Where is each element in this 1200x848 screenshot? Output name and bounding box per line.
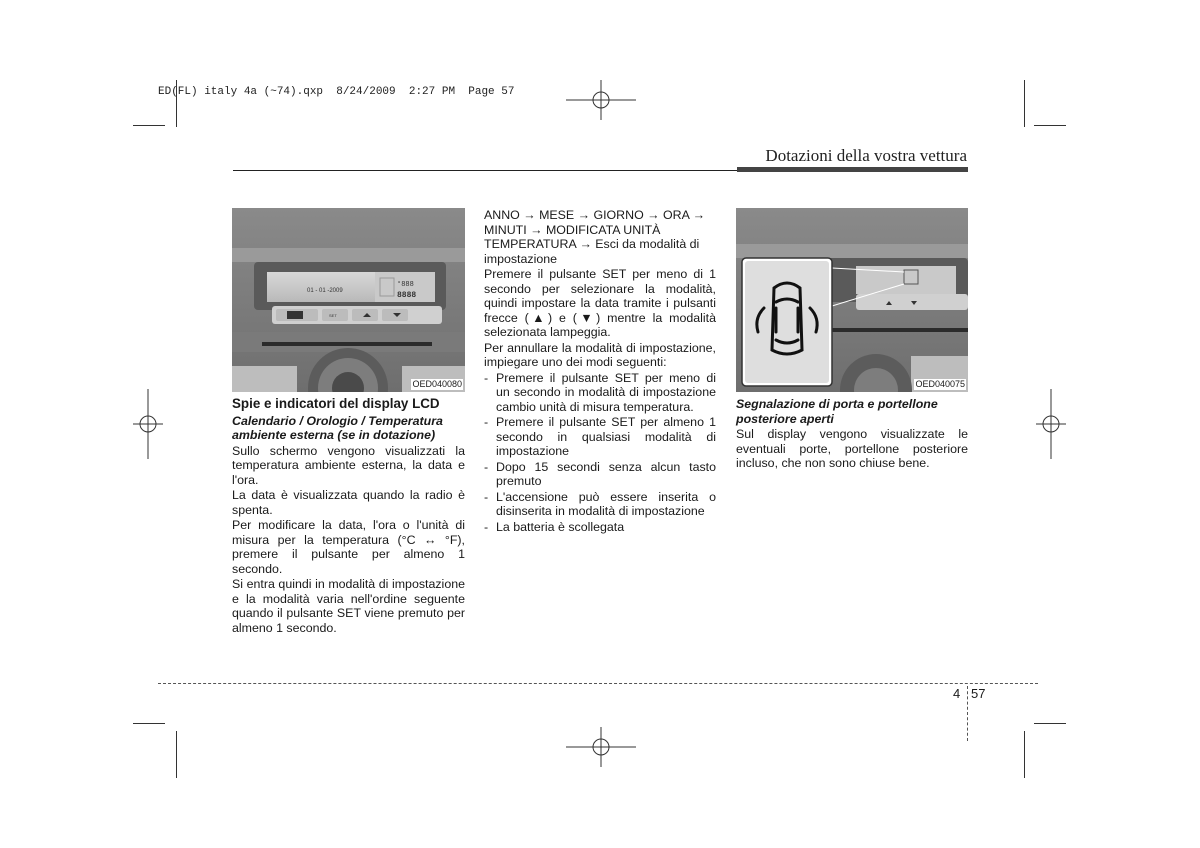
lcd-clock-text: 8888 [397, 291, 417, 300]
registration-mark-top [566, 80, 636, 120]
crop-mark [133, 723, 165, 724]
column-3 [736, 397, 968, 472]
list-item: - Dopo 15 secondi senza alcun tasto premuto [484, 460, 716, 489]
figure-door-open-display [736, 208, 968, 392]
lcd-date-text: 01 - 01 -2009 [307, 288, 343, 294]
door-display-photo [736, 208, 968, 392]
paragraph: Sullo schermo vengono visualizzati la temperatura ambiente esterna, la data e l'ora. [232, 443, 465, 487]
calendar-subheading: Calendario / Orologio / Temperatura ambiente esterna (se in dotazione) [232, 413, 443, 442]
chapter-number: 4 [953, 686, 961, 701]
registration-mark-right [1036, 389, 1066, 459]
list-item: - L'accensione può essere inserita o disinserita in modalità di impostazione [484, 490, 716, 519]
door-warning-subheading: Segnalazione di porta e portellone posteriore aperti [736, 397, 938, 426]
set-button-label: SET [329, 313, 337, 318]
crop-mark [1024, 731, 1025, 778]
list-item: - La batteria è scollegata [484, 520, 716, 535]
crop-mark [1034, 723, 1066, 724]
paragraph: La data è visualizzata quando la radio è spenta. [232, 488, 465, 517]
figure-caption: OED040075 [915, 379, 965, 389]
list-item: - Premere il pulsante SET per almeno 1 secondo in qualsiasi modalità di impostazione [484, 415, 716, 459]
paragraph: Per modificare la data, l'ora o l'unità di misura per la temperatura (°C ↔ °F), premere il pulsante per almeno 1 secondo. [232, 518, 465, 576]
figure-lcd-display [232, 208, 465, 392]
lcd-temp-text: °888 [397, 281, 414, 289]
crop-mark [1024, 80, 1025, 127]
paragraph: Premere il pulsante SET per meno di 1 secondo per selezionare la modalità, quindi impostare la data tramite i pulsanti frecce (▲) e (▼) mentre la modalità selezionata lampeggia. [484, 267, 716, 339]
paragraph: Per annullare la modalità di impostazione, impiegare uno dei modi seguenti: [484, 340, 716, 369]
page-number-separator [967, 686, 968, 741]
dashboard-photo [232, 208, 465, 392]
crop-mark [133, 125, 165, 126]
section-title: Dotazioni della vostra vettura [765, 146, 967, 165]
header-bar [737, 167, 968, 172]
footer-rule [158, 683, 1038, 684]
column-1 [232, 397, 465, 636]
cancel-options-list [484, 371, 716, 535]
page-number: 57 [971, 686, 986, 701]
list-item: - Premere il pulsante SET per meno di un secondo in modalità di impostazione cambio unità di misura temperatura. [484, 371, 716, 415]
lcd-section-heading: Spie e indicatori del display LCD [232, 396, 440, 411]
paragraph: Sul display vengono visualizzate le eventuali porte, portellone posteriore incluso, che non sono chiuse bene. [736, 427, 968, 470]
registration-mark-bottom [566, 727, 636, 767]
figure-caption: OED040080 [412, 379, 462, 389]
crop-mark [176, 731, 177, 778]
print-slug: ED(FL) italy 4a (~74).qxp 8/24/2009 2:27 PM Page 57 [158, 86, 515, 98]
column-2 [484, 208, 716, 535]
crop-mark [1034, 125, 1066, 126]
registration-mark-left [133, 389, 163, 459]
mode-sequence: ANNO → MESE → GIORNO → ORA → MINUTI → MODIFICATA UNITÀ TEMPERATURA → Esci da modalità di impostazione [484, 208, 705, 266]
paragraph: Si entra quindi in modalità di impostazione e la modalità varia nell'ordine seguente quando il pulsante SET viene premuto per almeno 1 secondo. [232, 577, 465, 635]
